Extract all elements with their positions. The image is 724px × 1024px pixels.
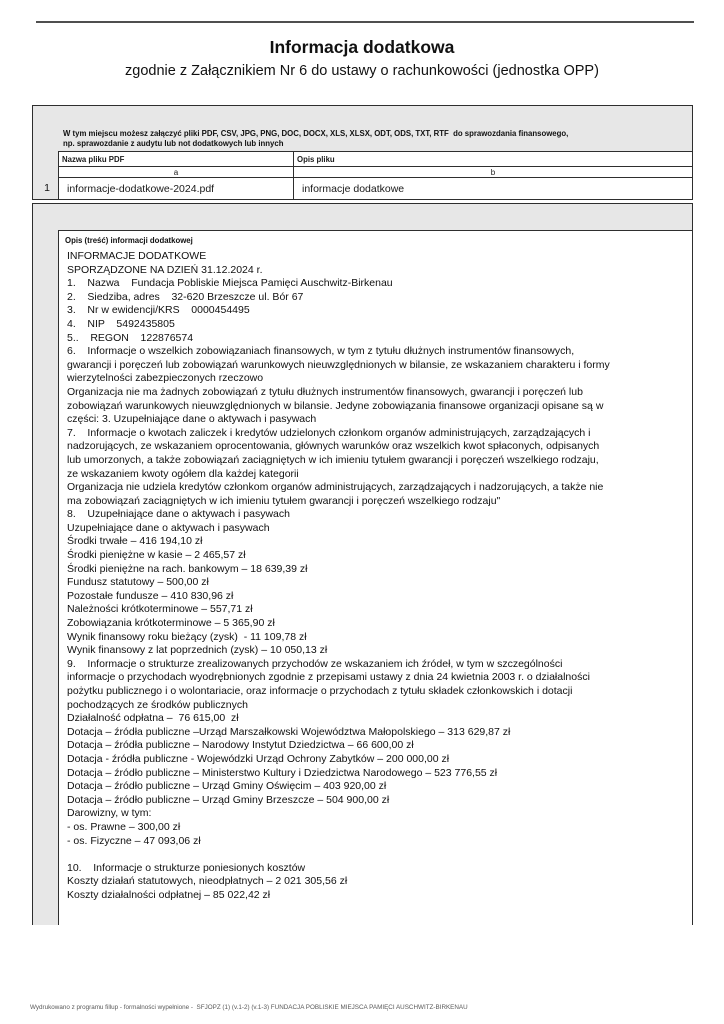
content-line: Dotacja - źródła publiczne - Wojewódzki Urząd Ochrony Zabytków – 200 000,00 zł — [67, 752, 450, 765]
content-line: Dotacja – źródła publiczne –Urząd Marszałkowski Województwa Małopolskiego – 313 629,87 zł — [67, 725, 511, 738]
content-line: zobowiązań warunkowych nieuwzględnionych w bilansie. Jedyne zobowiązania finansowe organizacji opisane są w — [67, 399, 604, 412]
content-line: Dotacja – źródło publiczne – Ministerstwo Kultury i Dziedzictwa Narodowego – 523 776,55 zł — [67, 766, 498, 779]
column-header-file-name: Nazwa pliku PDF — [59, 152, 294, 167]
content-line: 3. Nr w ewidencji/KRS 0000454495 — [67, 304, 250, 317]
attachment-row-number: 1 — [44, 182, 50, 194]
description-label: Opis (treść) informacji dodatkowej — [65, 236, 193, 245]
content-line: 4. NIP 5492435805 — [67, 317, 175, 330]
top-rule — [36, 21, 694, 23]
content-line: Dotacja – źródło publiczne – Urząd Gminy Brzeszcze – 504 900,00 zł — [67, 793, 390, 806]
content-line: lub umorzonych, a także zobowiązań zaciągniętych w ich imieniu tytułem gwarancji i poręczeń wszelkiego rodzaju, — [67, 453, 599, 466]
content-line: 7. Informacje o kwotach zaliczek i kredytów udzielonych członkom organów administrujących, zarządzających i — [67, 426, 591, 439]
content-line: 9. Informacje o strukturze zrealizowanych przychodów ze wskazaniem ich źródeł, w tym w szczególności — [67, 657, 563, 670]
content-line: Organizacja nie ma żadnych zobowiązań z tytułu dłużnych instrumentów finansowych, gwarancji i poręczeń lub — [67, 385, 583, 398]
description-section — [32, 203, 693, 925]
content-line: - os. Fizyczne – 47 093,06 zł — [67, 834, 201, 847]
page-subtitle: zgodnie z Załącznikiem Nr 6 do ustawy o rachunkowości (jednostka OPP) — [125, 63, 599, 79]
content-line: ma zobowiązań zaciągniętych w ich imieniu tytułem gwarancji i poręczeń wszelkiego rodzaju" — [67, 494, 501, 507]
content-line: Organizacja nie udziela kredytów członkom organów administrujących, zarządzających i nadzorujących, a także nie — [67, 481, 604, 494]
content-line: 10. Informacje o strukturze poniesionych kosztów — [67, 861, 306, 874]
content-line: Środki pieniężne na rach. bankowym – 18 639,39 zł — [67, 562, 308, 575]
content-line: Wynik finansowy z lat poprzednich (zysk) – 10 050,13 zł — [67, 644, 328, 657]
attachment-file-name: informacje-dodatkowe-2024.pdf — [59, 178, 294, 200]
content-line: Pozostałe fundusze – 410 830,96 zł — [67, 589, 234, 602]
page-title: Informacja dodatkowa — [269, 37, 455, 57]
content-line: 1. Nazwa Fundacja Pobliskie Miejsca Pamięci Auschwitz-Birkenau — [67, 277, 393, 290]
content-line: ze wskazaniem kwoty ogółem dla każdej kategorii — [67, 467, 299, 480]
column-letter-a: a — [59, 167, 294, 178]
attachments-table-header-row — [59, 152, 693, 167]
content-line: pochodzących ze środków publicznych — [67, 698, 248, 711]
content-line: Koszty działań statutowych, nieodpłatnych – 2 021 305,56 zł — [67, 875, 348, 888]
content-line: 5.. REGON 122876574 — [67, 331, 194, 344]
content-line: 2. Siedziba, adres 32-620 Brzeszcze ul. Bór 67 — [67, 290, 304, 303]
content-line: Koszty działalności odpłatnej – 85 022,42 zł — [67, 888, 271, 901]
column-letter-b: b — [294, 167, 693, 178]
content-line: Działalność odpłatna – 76 615,00 zł — [67, 712, 239, 725]
content-line: gwarancji i poręczeń lub zobowiązań warunkowych nieuwzględnionych w bilansie, ze wskazaniem charakteru i formy — [67, 358, 610, 371]
content-line: wierzytelności zabezpieczonych rzeczowo — [67, 372, 264, 385]
content-line: Dotacja – źródło publiczne – Urząd Gminy Oświęcim – 403 920,00 zł — [67, 780, 387, 793]
content-line: Darowizny, w tym: — [67, 807, 152, 820]
content-line: części: 3. Uzupełniające dane o aktywach i pasywach — [67, 413, 317, 426]
attachments-table — [58, 151, 693, 200]
content-line: Uzupełniające dane o aktywach i pasywach — [67, 521, 270, 534]
content-line: pożytku publicznego i o wolontariacie, oraz informacje o przychodach z tytułu składek członkowskich i dotacji — [67, 685, 573, 697]
content-line: nadzorujących, ze wskazaniem oprocentowania, głównych warunków oraz wszelkich kwot spłaconych, odpisanych — [67, 440, 600, 453]
content-line — [67, 848, 688, 862]
description-content — [67, 250, 688, 903]
content-line: INFORMACJE DODATKOWE — [67, 250, 207, 262]
content-line: informacje o przychodach wyodrębnionych zgodnie z przepisami ustawy z dnia 24 kwietnia 2003 r. o działalności — [67, 671, 590, 684]
column-header-file-description: Opis pliku — [294, 152, 693, 167]
content-line: Fundusz statutowy – 500,00 zł — [67, 576, 209, 589]
content-line: Środki pieniężne w kasie – 2 465,57 zł — [67, 549, 246, 562]
content-line: Zobowiązania krótkoterminowe – 5 365,90 zł — [67, 617, 275, 630]
attachments-instructions-line1: W tym miejscu możesz załączyć pliki PDF, CSV, JPG, PNG, DOC, DOCX, XLS, XLSX, ODT, ODS, TXT, RTF do sprawozdania finansowego, — [63, 129, 569, 138]
attachments-table-letter-row — [59, 167, 693, 178]
attachment-file-description: informacje dodatkowe — [294, 178, 693, 200]
attachments-instructions-line2: np. sprawozdanie z audytu lub not dodatkowych lub innych — [63, 139, 284, 148]
attachments-section — [32, 105, 693, 200]
content-line: - os. Prawne – 300,00 zł — [67, 820, 181, 833]
print-footer: Wydrukowano z programu fillup - formalności wypełnione - SFJOPZ (1) (v.1-2) (v.1-3) FUNDACJA POBLISKIE MIEJSCA PAMIĘCI AUSCHWITZ-BIRKENAU — [30, 1004, 468, 1011]
content-line: 8. Uzupełniające dane o aktywach i pasywach — [67, 508, 290, 521]
content-line: Środki trwałe – 416 194,10 zł — [67, 535, 203, 548]
content-line: SPORZĄDZONE NA DZIEŃ 31.12.2024 r. — [67, 263, 263, 276]
content-line: Wynik finansowy roku bieżący (zysk) - 11 109,78 zł — [67, 630, 307, 643]
content-line: 6. Informacje o wszelkich zobowiązaniach finansowych, w tym z tytułu dłużnych instrumentów finansowych, — [67, 345, 575, 358]
description-inner-box — [58, 230, 693, 925]
attachment-row — [59, 178, 693, 200]
content-line: Dotacja – źródła publiczne – Narodowy Instytut Dziedzictwa – 66 600,00 zł — [67, 739, 414, 752]
content-line: Należności krótkoterminowe – 557,71 zł — [67, 603, 253, 616]
